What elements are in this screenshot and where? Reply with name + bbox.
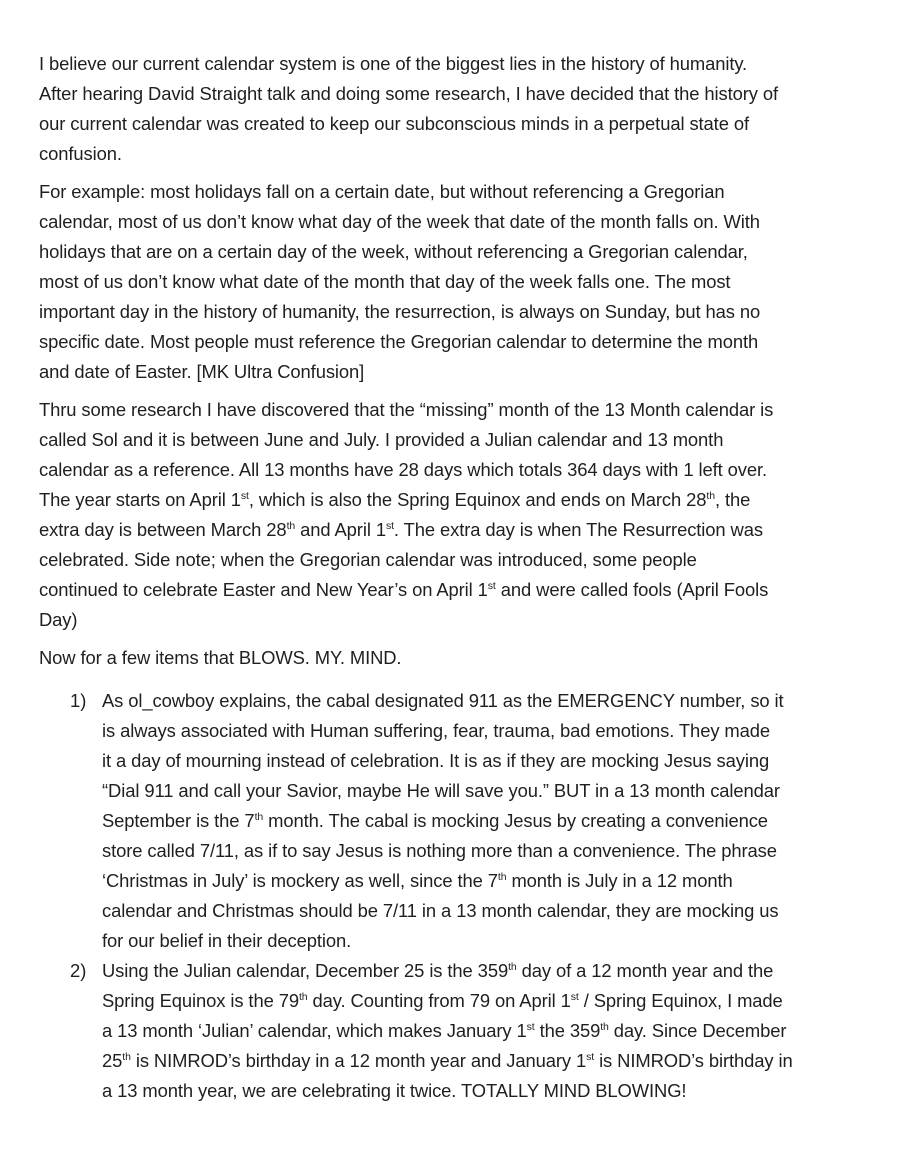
text-run: / Spring Equinox, I made bbox=[578, 990, 783, 1011]
text-line bbox=[102, 956, 914, 986]
text-run: for our belief in their deception. bbox=[102, 930, 352, 951]
text-run: As ol_cowboy explains, the cabal designated 911 as the EMERGENCY number, so it bbox=[102, 690, 784, 711]
text-run: confusion. bbox=[39, 143, 122, 164]
text-line bbox=[39, 575, 914, 605]
text-line bbox=[102, 986, 914, 1016]
text-line bbox=[102, 746, 914, 776]
ordinal-superscript: st bbox=[586, 1051, 595, 1063]
text-run: most of us don’t know what date of the month that day of the week falls one. The most bbox=[39, 271, 731, 292]
text-run: and April 1 bbox=[295, 519, 386, 540]
text-line bbox=[102, 686, 914, 716]
text-run: specific date. Most people must reference the Gregorian calendar to determine the month bbox=[39, 331, 759, 352]
ordinal-superscript: st bbox=[526, 1021, 535, 1033]
text-run: day. Since December bbox=[608, 1020, 787, 1041]
list-item-number: 1) bbox=[70, 690, 87, 711]
text-run: “Dial 911 and call your Savior, maybe He will save you.” BUT in a 13 month calendar bbox=[102, 780, 780, 801]
text-run: calendar and Christmas should be 7/11 in a 13 month calendar, they are mocking us bbox=[102, 900, 779, 921]
text-line bbox=[102, 866, 914, 896]
paragraph bbox=[39, 643, 914, 673]
text-run: The year starts on April 1 bbox=[39, 489, 241, 510]
ordinal-superscript: st bbox=[385, 520, 394, 532]
text-run: I believe our current calendar system is one of the biggest lies in the history of humanity. bbox=[39, 53, 748, 74]
text-run: Using the Julian calendar, December 25 is the 359 bbox=[102, 960, 509, 981]
text-line bbox=[39, 79, 914, 109]
text-line bbox=[39, 297, 914, 327]
text-line bbox=[102, 1016, 914, 1046]
text-run: is NIMROD’s birthday in bbox=[594, 1050, 793, 1071]
text-run: and were called fools (April Fools bbox=[495, 579, 769, 600]
text-line bbox=[39, 643, 914, 673]
text-line bbox=[39, 267, 914, 297]
list-item-number: 2) bbox=[70, 960, 87, 981]
text-line bbox=[39, 327, 914, 357]
text-run: day. Counting from 79 on April 1 bbox=[307, 990, 571, 1011]
text-line bbox=[39, 425, 914, 455]
text-run: continued to celebrate Easter and New Year’s on April 1 bbox=[39, 579, 488, 600]
text-run: important day in the history of humanity, the resurrection, is always on Sunday, but has no bbox=[39, 301, 761, 322]
text-run: September is the 7 bbox=[102, 810, 255, 831]
text-line bbox=[39, 485, 914, 515]
text-line bbox=[39, 177, 914, 207]
text-run: Now for a few items that BLOWS. MY. MIND. bbox=[39, 647, 402, 668]
ordinal-superscript: st bbox=[487, 580, 496, 592]
text-run: holidays that are on a certain day of the week, without referencing a Gregorian calendar, bbox=[39, 241, 748, 262]
text-line bbox=[39, 237, 914, 267]
numbered-list bbox=[39, 686, 914, 1106]
text-run: it a day of mourning instead of celebration. It is as if they are mocking Jesus saying bbox=[102, 750, 770, 771]
text-run: . The extra day is when The Resurrection was bbox=[393, 519, 763, 540]
text-line bbox=[39, 207, 914, 237]
text-run: day of a 12 month year and the bbox=[516, 960, 774, 981]
text-line bbox=[102, 1076, 914, 1106]
text-run: ‘Christmas in July’ is mockery as well, since the 7 bbox=[102, 870, 498, 891]
text-line bbox=[39, 49, 914, 79]
text-run: , which is also the Spring Equinox and ends on March 28 bbox=[248, 489, 707, 510]
text-line bbox=[102, 716, 914, 746]
text-run: For example: most holidays fall on a certain date, but without referencing a Gregorian bbox=[39, 181, 725, 202]
text-run: month. The cabal is mocking Jesus by creating a convenience bbox=[263, 810, 768, 831]
text-run: a 13 month ‘Julian’ calendar, which makes January 1 bbox=[102, 1020, 527, 1041]
ordinal-superscript: th bbox=[600, 1021, 609, 1033]
text-run: Day) bbox=[39, 609, 78, 630]
text-line bbox=[39, 515, 914, 545]
text-line bbox=[102, 1046, 914, 1076]
text-run: Thru some research I have discovered that the “missing” month of the 13 Month calendar is bbox=[39, 399, 774, 420]
text-run: is NIMROD’s birthday in a 12 month year and January 1 bbox=[130, 1050, 587, 1071]
text-line bbox=[39, 545, 914, 575]
text-run: celebrated. Side note; when the Gregorian calendar was introduced, some people bbox=[39, 549, 697, 570]
ordinal-superscript: th bbox=[254, 811, 264, 823]
text-run: month is July in a 12 month bbox=[506, 870, 733, 891]
text-run: our current calendar was created to keep our subconscious minds in a perpetual state of bbox=[39, 113, 749, 134]
text-run: a 13 month year, we are celebrating it twice. TOTALLY MIND BLOWING! bbox=[102, 1080, 687, 1101]
text-run: calendar as a reference. All 13 months have 28 days which totals 364 days with 1 left over. bbox=[39, 459, 767, 480]
paragraphs bbox=[39, 49, 914, 673]
text-run: 25 bbox=[102, 1050, 123, 1071]
ordinal-superscript: st bbox=[240, 490, 249, 502]
paragraph bbox=[39, 395, 914, 635]
text-run: called Sol and it is between June and July. I provided a Julian calendar and 13 month bbox=[39, 429, 724, 450]
text-line bbox=[39, 139, 914, 169]
text-line bbox=[39, 357, 914, 387]
text-line bbox=[102, 926, 914, 956]
text-run: After hearing David Straight talk and doing some research, I have decided that the history of bbox=[39, 83, 779, 104]
list-item bbox=[39, 686, 914, 956]
text-line bbox=[102, 806, 914, 836]
ordinal-superscript: th bbox=[298, 991, 308, 1003]
ordinal-superscript: th bbox=[497, 871, 507, 883]
text-line bbox=[102, 836, 914, 866]
text-run: Spring Equinox is the 79 bbox=[102, 990, 299, 1011]
paragraph bbox=[39, 49, 914, 169]
ordinal-superscript: th bbox=[508, 961, 517, 973]
text-line bbox=[102, 776, 914, 806]
text-run: calendar, most of us don’t know what day of the week that date of the month falls on. With bbox=[39, 211, 760, 232]
ordinal-superscript: th bbox=[122, 1051, 131, 1063]
paragraph bbox=[39, 177, 914, 387]
text-line bbox=[102, 896, 914, 926]
text-run: the 359 bbox=[534, 1020, 601, 1041]
text-run: is always associated with Human suffering, fear, trauma, bad emotions. They made bbox=[102, 720, 771, 741]
ordinal-superscript: st bbox=[570, 991, 579, 1003]
text-run: store called 7/11, as if to say Jesus is nothing more than a convenience. The phrase bbox=[102, 840, 777, 861]
text-line bbox=[39, 395, 914, 425]
list-item bbox=[39, 956, 914, 1106]
text-line bbox=[39, 605, 914, 635]
ordinal-superscript: th bbox=[706, 490, 715, 502]
text-run: extra day is between March 28 bbox=[39, 519, 287, 540]
text-run: and date of Easter. [MK Ultra Confusion] bbox=[39, 361, 365, 382]
text-run: , the bbox=[714, 489, 751, 510]
ordinal-superscript: th bbox=[286, 520, 296, 532]
text-line bbox=[39, 455, 914, 485]
text-line bbox=[39, 109, 914, 139]
